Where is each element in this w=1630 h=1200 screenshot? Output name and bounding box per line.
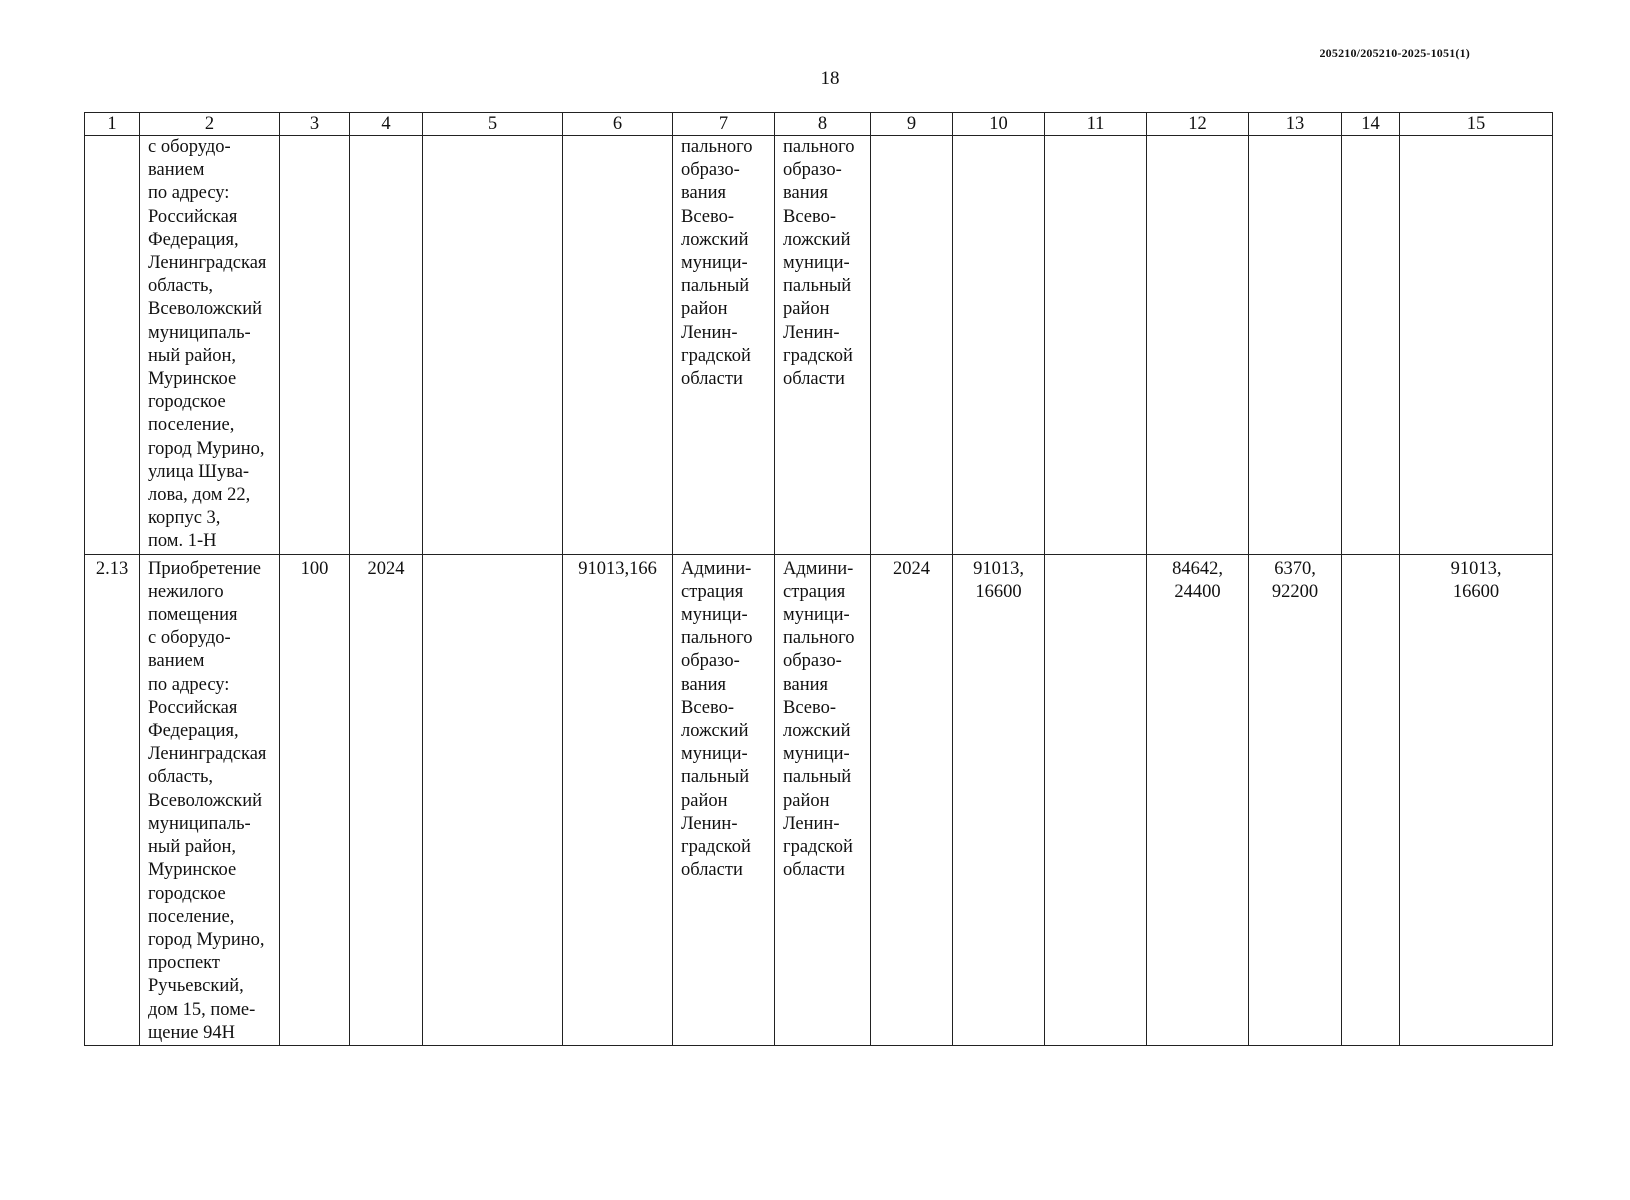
- cell-col13: 6370, 92200: [1249, 554, 1342, 1045]
- column-header: 7: [673, 113, 775, 136]
- cell-executor: Админи- страция муници- пального образо- вания Всево- ложский муници- пальный район Ленин- градской области: [775, 554, 871, 1045]
- document-id: 205210/205210-2025-1051(1): [1319, 46, 1470, 60]
- cell-number: [85, 136, 140, 555]
- table-row-2-13: [85, 554, 1553, 1045]
- cell-col6: 91013,166: [563, 554, 673, 1045]
- cell-col9: 2024: [871, 554, 953, 1045]
- column-header: 12: [1147, 113, 1249, 136]
- cell-col12: 84642, 24400: [1147, 554, 1249, 1045]
- cell-col13: [1249, 136, 1342, 555]
- column-header: 8: [775, 113, 871, 136]
- cell-col5: [423, 136, 563, 555]
- cell-col14: [1342, 136, 1400, 555]
- cell-col10: 91013, 16600: [953, 554, 1045, 1045]
- column-header: 3: [280, 113, 350, 136]
- cell-col11: [1045, 554, 1147, 1045]
- page-number: 18: [820, 68, 840, 89]
- column-header: 1: [85, 113, 140, 136]
- data-table: [84, 112, 1553, 1046]
- cell-customer: Админи- страция муници- пального образо- вания Всево- ложский муници- пальный район Ленин- градской области: [673, 554, 775, 1045]
- cell-col14: [1342, 554, 1400, 1045]
- cell-col3: [280, 136, 350, 555]
- column-header: 13: [1249, 113, 1342, 136]
- cell-description: с оборудо- ванием по адресу: Российская Федерация, Ленинградская область, Всеволожский муниципаль- ный район, Муринское городское поселение, город Мурино, улица Шува- лова, дом 22, корпус 3, пом. 1-Н: [140, 136, 280, 555]
- table-row-continued: [85, 136, 1553, 555]
- column-header: 14: [1342, 113, 1400, 136]
- column-header: 9: [871, 113, 953, 136]
- cell-col4: 2024: [350, 554, 423, 1045]
- cell-executor: пального образо- вания Всево- ложский муници- пальный район Ленин- градской области: [775, 136, 871, 555]
- cell-col5: [423, 554, 563, 1045]
- column-header: 15: [1400, 113, 1553, 136]
- column-header: 11: [1045, 113, 1147, 136]
- cell-col10: [953, 136, 1045, 555]
- cell-col9: [871, 136, 953, 555]
- cell-customer: пального образо- вания Всево- ложский муници- пальный район Ленин- градской области: [673, 136, 775, 555]
- column-header: 4: [350, 113, 423, 136]
- cell-col3: 100: [280, 554, 350, 1045]
- cell-description: Приобретение нежилого помещения с оборудо- ванием по адресу: Российская Федерация, Ленинградская область, Всеволожский муниципаль- ный район, Муринское городское поселение, город Мурино, проспект Ручьевский, дом 15, поме- щение 94Н: [140, 554, 280, 1045]
- header-row: [85, 113, 1553, 136]
- cell-col6: [563, 136, 673, 555]
- column-header: 10: [953, 113, 1045, 136]
- column-header: 5: [423, 113, 563, 136]
- cell-col11: [1045, 136, 1147, 555]
- cell-col4: [350, 136, 423, 555]
- cell-number: 2.13: [85, 554, 140, 1045]
- cell-col15: [1400, 136, 1553, 555]
- cell-col15: 91013, 16600: [1400, 554, 1553, 1045]
- cell-col12: [1147, 136, 1249, 555]
- column-header: 6: [563, 113, 673, 136]
- column-header: 2: [140, 113, 280, 136]
